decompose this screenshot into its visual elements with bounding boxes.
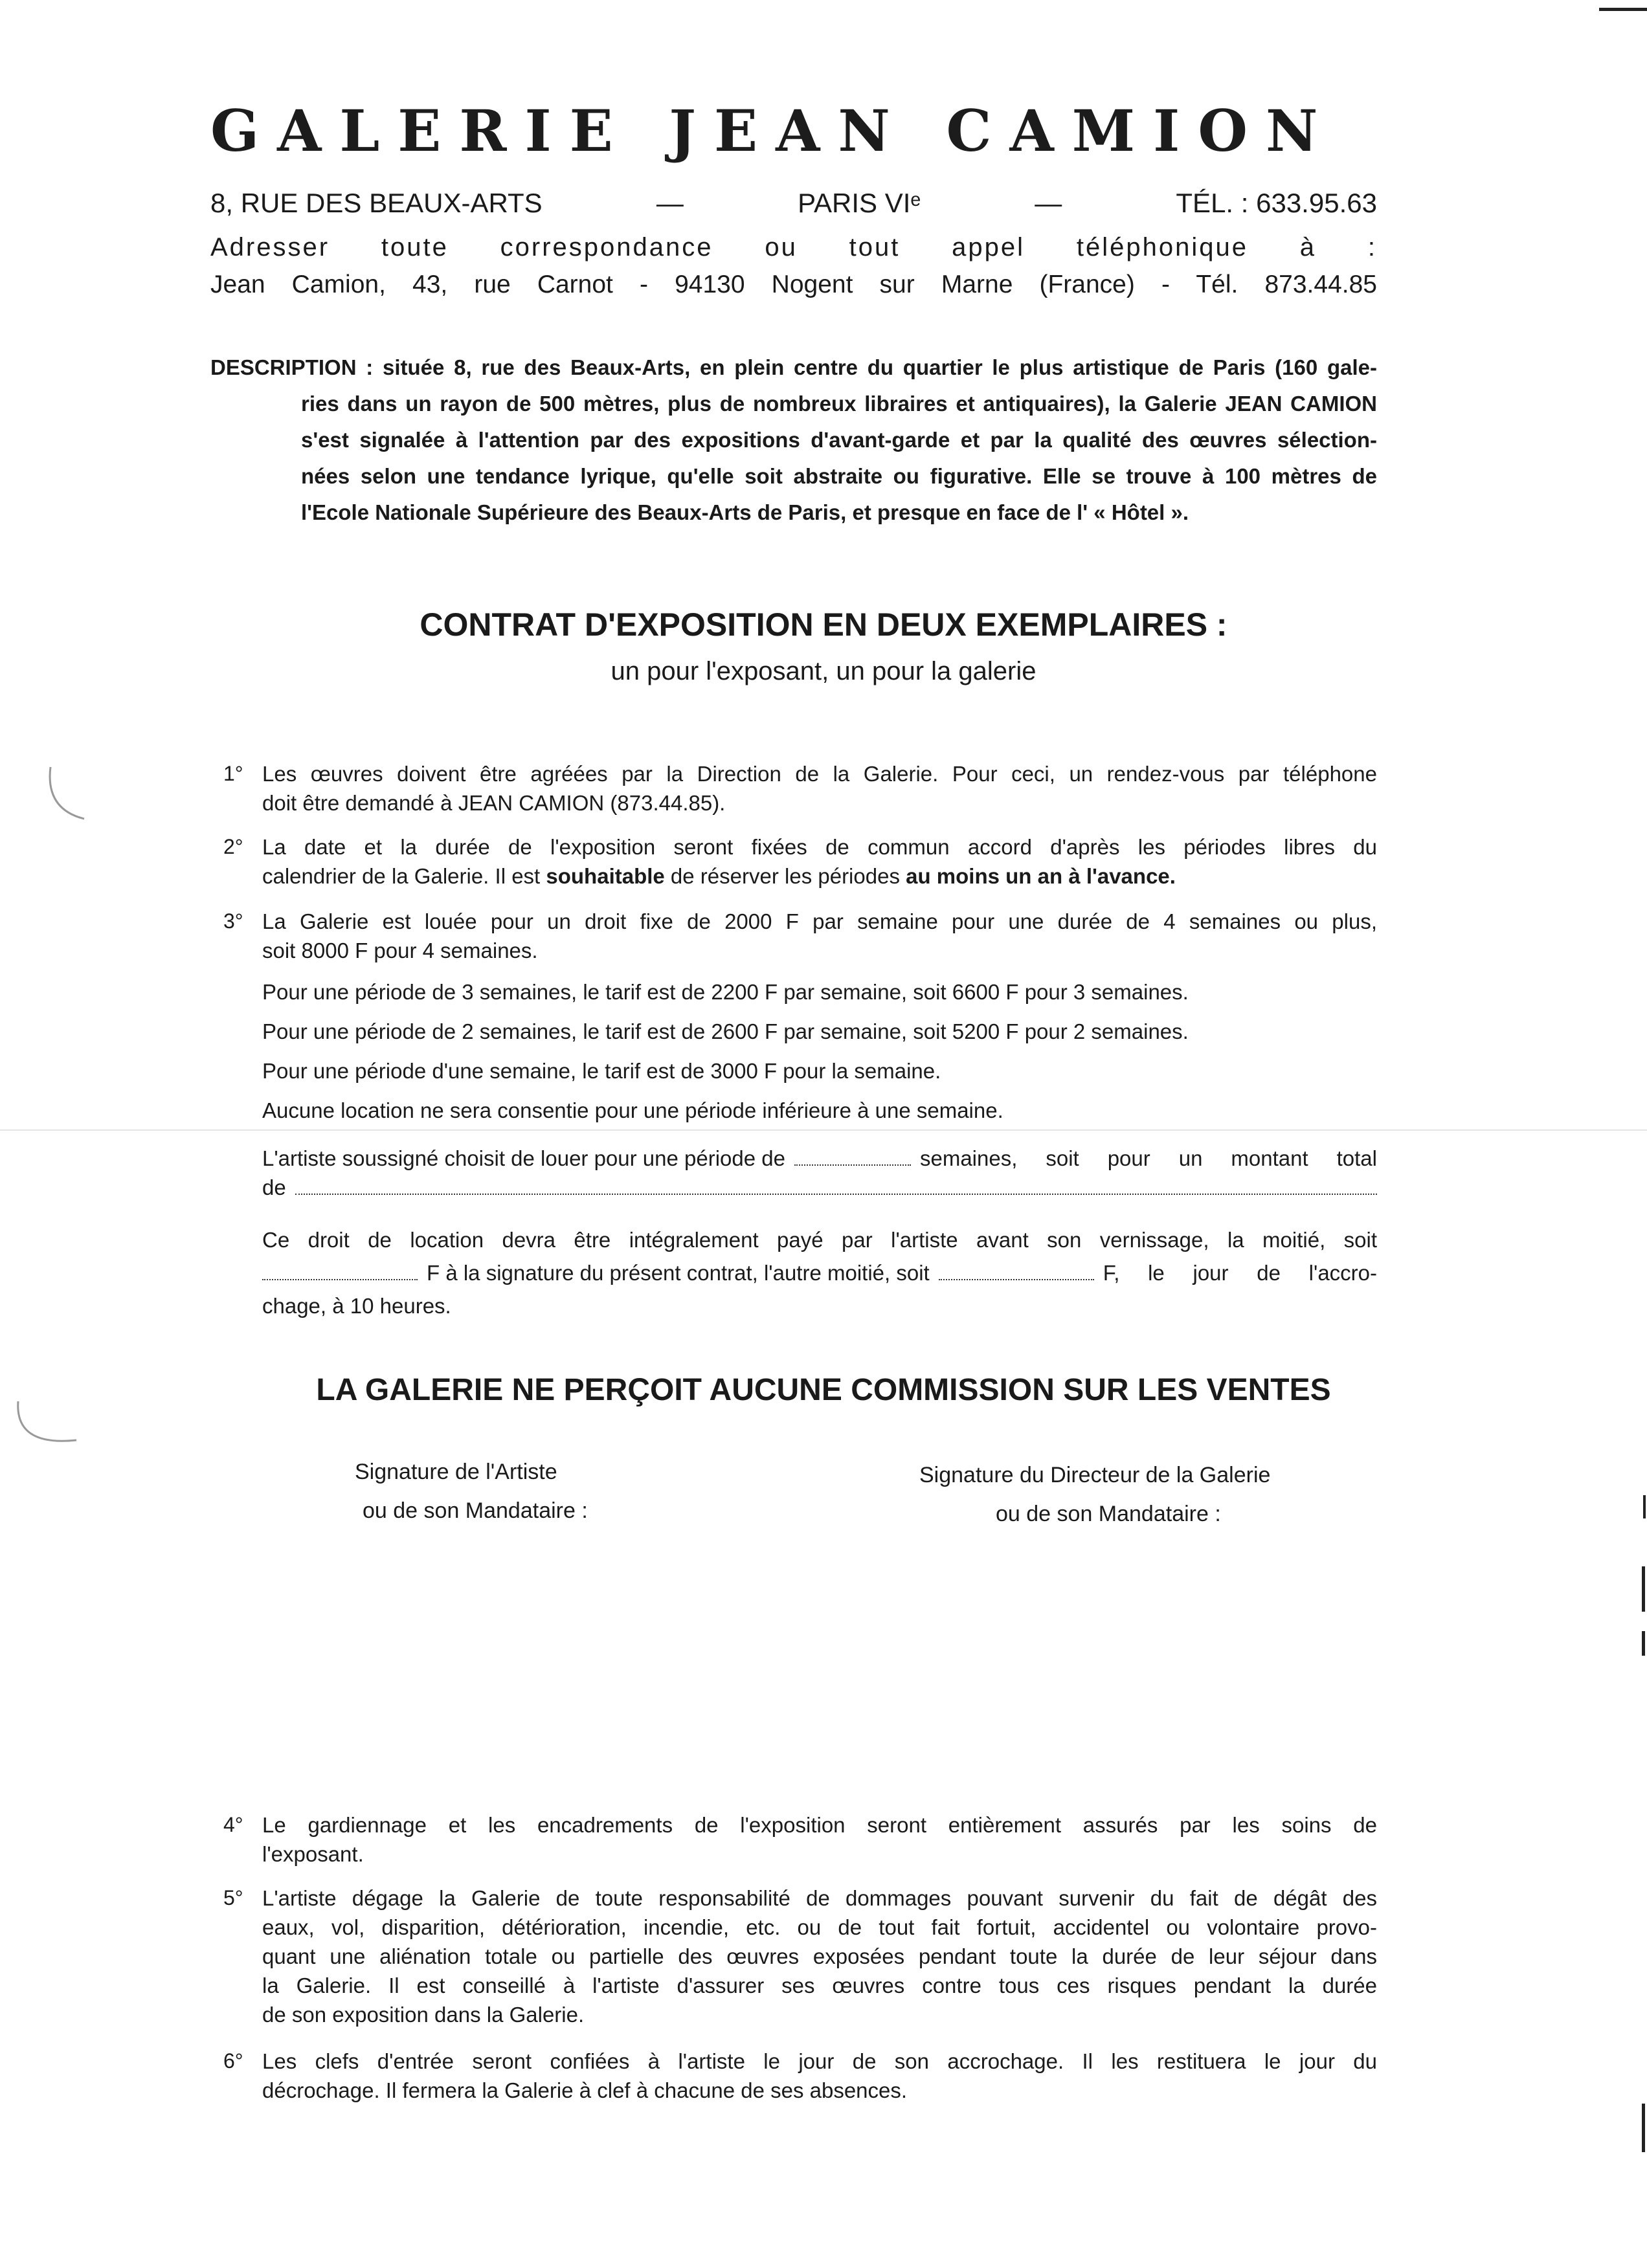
- director-mandatary-label: ou de son Mandataire :: [996, 1502, 1221, 1526]
- corr-word: toute: [381, 233, 449, 261]
- payment-text: Ce droit de location devra être intégralement payé par l'artiste avant son vernissage, la moitié, soit: [262, 1228, 1377, 1252]
- gallery-name: GALERIE JEAN CAMION: [210, 97, 1336, 164]
- description-line: nées selon une tendance lyrique, qu'elle soit abstraite ou figurative. Elle se trouve à 100 mètres de: [301, 464, 1377, 488]
- clause-text: calendrier de la Galerie. Il est souhaitable de réserver les périodes au moins un an à l'avance.: [262, 864, 1176, 888]
- gallery-phone: TÉL. : 633.95.63: [1176, 188, 1377, 218]
- first-half-blank[interactable]: [262, 1262, 418, 1280]
- second-half-blank[interactable]: [939, 1262, 1094, 1280]
- clause-number: 1°: [223, 762, 243, 785]
- separator-dash: —: [1035, 188, 1062, 218]
- payment-split-line: F à la signature du présent contrat, l'autre moitié, soit F, le jour de l'accro-: [262, 1258, 1377, 1287]
- description-label: DESCRIPTION :: [210, 355, 374, 379]
- clause-number: 3°: [223, 909, 243, 933]
- director-signature-label: Signature du Directeur de la Galerie: [919, 1463, 1271, 1487]
- clause-text: Le gardiennage et les encadrements de l'exposition seront entièrement assurés par les soins de: [262, 1813, 1377, 1837]
- artist-signature-area[interactable]: [298, 1534, 634, 1806]
- clause-text: La date et la durée de l'exposition seront fixées de commun accord d'après les périodes libres du: [262, 835, 1377, 859]
- clause-text: de son exposition dans la Galerie.: [262, 2003, 585, 2027]
- contract-title: CONTRAT D'EXPOSITION EN DEUX EXEMPLAIRES :: [420, 606, 1227, 643]
- artist-signature-label: Signature de l'Artiste: [355, 1460, 557, 1484]
- scan-edge-mark: [1642, 1566, 1645, 1612]
- rate-2-weeks: Pour une période de 2 semaines, le tarif est de 2600 F par semaine, soit 5200 F pour 2 semaines.: [262, 1019, 1189, 1043]
- corr-word: à: [1299, 233, 1317, 261]
- scan-edge-mark: [1643, 1495, 1646, 1518]
- corr-word: ou: [765, 233, 798, 261]
- clause-number: 5°: [223, 1886, 243, 1909]
- clause-number: 2°: [223, 835, 243, 858]
- commission-notice: LA GALERIE NE PERÇOIT AUCUNE COMMISSION SUR LES VENTES: [316, 1373, 1331, 1407]
- clause-text: décrochage. Il fermera la Galerie à clef à chacune de ses absences.: [262, 2078, 908, 2102]
- corr-word: appel: [952, 233, 1025, 261]
- street-address: 8, RUE DES BEAUX-ARTS: [210, 188, 543, 218]
- clause-text: La Galerie est louée pour un droit fixe de 2000 F par semaine pour une durée de 4 semaines ou plus,: [262, 909, 1377, 933]
- clause-text: doit être demandé à JEAN CAMION (873.44.85).: [262, 791, 726, 815]
- clause-text: eaux, vol, disparition, détérioration, incendie, etc. ou de tout fait fortuit, accidentel ou volontaire provo-: [262, 1915, 1377, 1939]
- description-line: s'est signalée à l'attention par des expositions d'avant-garde et par la qualité des œuvres sélection-: [301, 428, 1377, 452]
- clause-text: la Galerie. Il est conseillé à l'artiste d'assurer ses œuvres contre tous ces risques pendant la durée: [262, 1973, 1377, 1997]
- contact-line: Jean Camion, 43, rue Carnot - 94130 Nogent sur Marne (France) - Tél. 873.44.85: [210, 271, 1377, 298]
- gallery-address-row: [210, 188, 1377, 219]
- description-line: DESCRIPTION : située 8, rue des Beaux-Arts, en plein centre du quartier le plus artistique de Paris (160 gale-: [210, 355, 1377, 379]
- period-weeks-blank[interactable]: [794, 1148, 911, 1166]
- fold-line: [0, 1129, 1647, 1131]
- scan-edge-mark: [1599, 8, 1647, 11]
- period-choice-line: L'artiste soussigné choisit de louer pour une période de semaines, soit pour un montant total: [262, 1146, 1377, 1170]
- total-amount-line: de: [262, 1173, 1377, 1202]
- artist-mandatary-label: ou de son Mandataire :: [363, 1498, 588, 1523]
- city: PARIS VIᵉ: [798, 188, 921, 218]
- scan-edge-mark: [1642, 1631, 1645, 1656]
- corr-word: téléphonique: [1076, 233, 1248, 261]
- clause-number: 6°: [223, 2049, 243, 2073]
- clause-number: 4°: [223, 1813, 243, 1836]
- total-amount-blank[interactable]: [295, 1177, 1377, 1195]
- scan-edge-mark: [1642, 2104, 1645, 2152]
- separator-dash: —: [656, 188, 684, 218]
- corr-word: Adresser: [210, 233, 330, 261]
- payment-text: chage, à 10 heures.: [262, 1294, 451, 1318]
- clause-text: soit 8000 F pour 4 semaines.: [262, 939, 538, 962]
- clause-text: l'exposant.: [262, 1842, 364, 1866]
- corr-word: correspondance: [500, 233, 713, 261]
- rate-3-weeks: Pour une période de 3 semaines, le tarif est de 2200 F par semaine, soit 6600 F pour 3 semaines.: [262, 980, 1189, 1004]
- description-line: l'Ecole Nationale Supérieure des Beaux-Arts de Paris, et presque en face de l' « Hôtel ».: [301, 500, 1189, 524]
- rate-1-week: Pour une période d'une semaine, le tarif est de 3000 F pour la semaine.: [262, 1059, 941, 1083]
- clause-text: L'artiste dégage la Galerie de toute responsabilité de dommages pouvant survenir du fait de dégât des: [262, 1886, 1377, 1910]
- description-line: ries dans un rayon de 500 mètres, plus de nombreux libraires et antiquaires), la Galerie JEAN CAMION: [301, 392, 1377, 416]
- clause-text: Les œuvres doivent être agréées par la Direction de la Galerie. Pour ceci, un rendez-vous par téléphone: [262, 762, 1377, 786]
- clause-text: Les clefs d'entrée seront confiées à l'artiste le jour de son accrochage. Il les restituera le jour du: [262, 2049, 1377, 2073]
- director-signature-area[interactable]: [906, 1534, 1308, 1806]
- correspondence-line: [210, 233, 1377, 262]
- minimum-period-note: Aucune location ne sera consentie pour une période inférieure à une semaine.: [262, 1098, 1003, 1122]
- contract-subtitle: un pour l'exposant, un pour la galerie: [611, 657, 1036, 685]
- punch-hole-shadow: [5, 1398, 89, 1463]
- punch-hole-shadow: [39, 764, 97, 841]
- clause-text: quant une aliénation totale ou partielle des œuvres exposées pendant toute la durée de leur séjour dans: [262, 1944, 1377, 1968]
- corr-word: :: [1367, 233, 1377, 261]
- corr-word: tout: [849, 233, 901, 261]
